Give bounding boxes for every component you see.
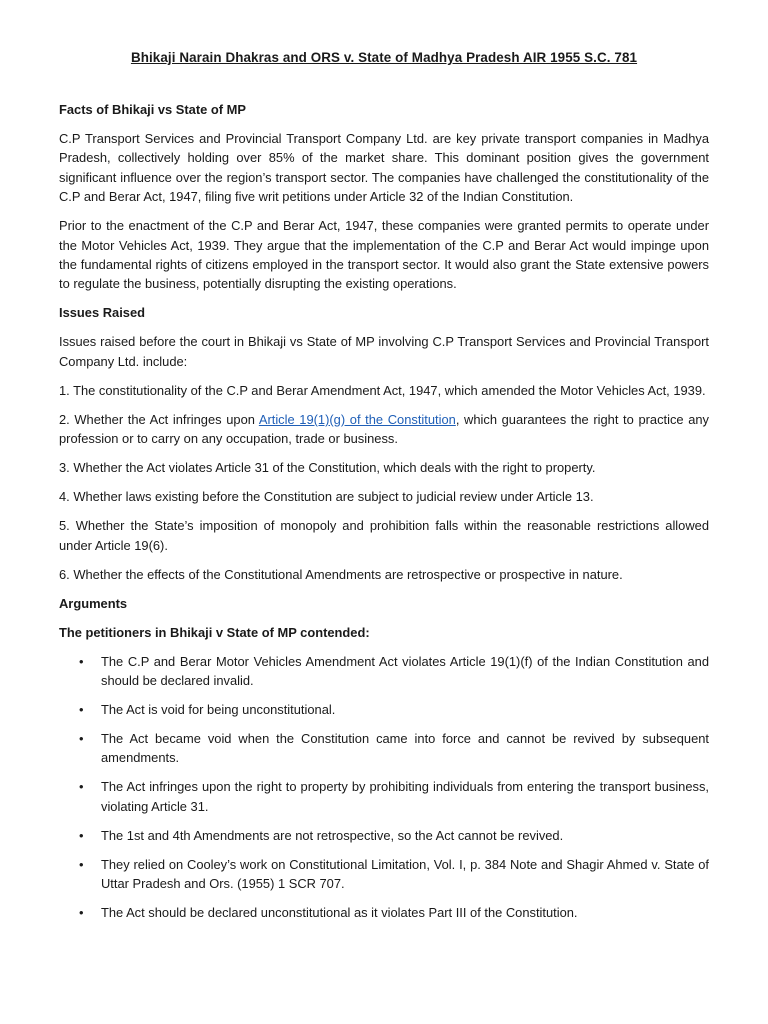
issue-2-prefix: 2. Whether the Act infringes upon: [59, 411, 259, 427]
list-item-text: The Act became void when the Constitution came into force and cannot be revived by subsequent amendments.: [101, 731, 709, 766]
bullet-icon: •: [79, 702, 84, 718]
issue-2-suffix: , which guarantees the right to practice any profession or to carry on any occupation, trade or business.: [59, 411, 710, 447]
bullet-icon: •: [79, 827, 84, 843]
issues-intro: Issues raised before the court in Bhikaji vs State of MP involving C.P Transport Services and Provincial Transport Company Ltd. include:: [59, 334, 709, 369]
issues-heading: Issues Raised: [59, 305, 145, 321]
document-title: Bhikaji Narain Dhakras and ORS v. State of Madhya Pradesh AIR 1955 S.C. 781: [130, 50, 638, 65]
list-item: [59, 855, 709, 894]
list-item-text: The Act should be declared unconstitutional as it violates Part III of the Constitution.: [101, 905, 578, 921]
issue-item-6: 6. Whether the effects of the Constitutional Amendments are retrospective or prospective in nature.: [59, 566, 623, 582]
facts-heading: Facts of Bhikaji vs State of MP: [59, 102, 246, 117]
issue-item-5: 5. Whether the State’s imposition of monopoly and prohibition falls within the reasonable restrictions allowed under Article 19(6).: [59, 518, 709, 553]
bullet-icon: •: [79, 653, 84, 669]
bullet-icon: •: [79, 856, 84, 872]
bullet-icon: •: [79, 905, 84, 921]
list-item: [59, 903, 709, 922]
list-item-text: The C.P and Berar Motor Vehicles Amendment Act violates Article 19(1)(f) of the Indian Constitution and should be declared invalid.: [101, 653, 709, 689]
list-item: [59, 826, 709, 845]
petitioner-arguments-list: [59, 652, 709, 923]
list-item-text: The Act is void for being unconstitutional.: [101, 702, 336, 718]
petitioners-heading: The petitioners in Bhikaji v State of MP contended:: [59, 624, 370, 640]
issue-item-4: 4. Whether laws existing before the Constitution are subject to judicial review under Article 13.: [59, 489, 594, 505]
list-item: [59, 729, 709, 768]
issue-item-3: 3. Whether the Act violates Article 31 of the Constitution, which deals with the right to property.: [59, 460, 596, 476]
list-item-text: They relied on Cooley’s work on Constitutional Limitation, Vol. I, p. 384 Note and Shagir Ahmed v. State of Uttar Pradesh and Ors. (1955) 1 SCR 707.: [101, 856, 709, 892]
list-item-text: The Act infringes upon the right to property by prohibiting individuals from entering the transport business, violating Article 31.: [101, 779, 709, 814]
article-19-link[interactable]: Article 19(1)(g) of the Constitution: [258, 411, 456, 427]
issue-item-2: [59, 410, 709, 449]
bullet-icon: •: [79, 731, 84, 747]
list-item: [59, 652, 709, 691]
bullet-icon: •: [79, 779, 84, 795]
arguments-heading: Arguments: [59, 595, 128, 611]
facts-paragraph-1: C.P Transport Services and Provincial Transport Company Ltd. are key private transport companies in Madhya Pradesh, collectively holding over 85% of the market share. This dominant position gives the government significant influence over the region’s transport sector. The companies have challenged the constitutionality of the C.P and Berar Act, 1947, filing five writ petitions under Article 32 of the Indian Constitution.: [59, 131, 709, 205]
list-item: [59, 777, 709, 816]
issue-item-1: 1. The constitutionality of the C.P and Berar Amendment Act, 1947, which amended the Motor Vehicles Act, 1939.: [59, 382, 706, 398]
list-item: [59, 700, 709, 719]
list-item-text: The 1st and 4th Amendments are not retrospective, so the Act cannot be revived.: [101, 827, 564, 843]
facts-paragraph-2: Prior to the enactment of the C.P and Berar Act, 1947, these companies were granted permits to operate under the Motor Vehicles Act, 1939. They argue that the implementation of the C.P and Berar Act would impinge upon the fundamental rights of citizens employed in the transport sector. It would also grant the State extensive powers to regulate the business, potentially disrupting the existing operations.: [59, 218, 709, 292]
